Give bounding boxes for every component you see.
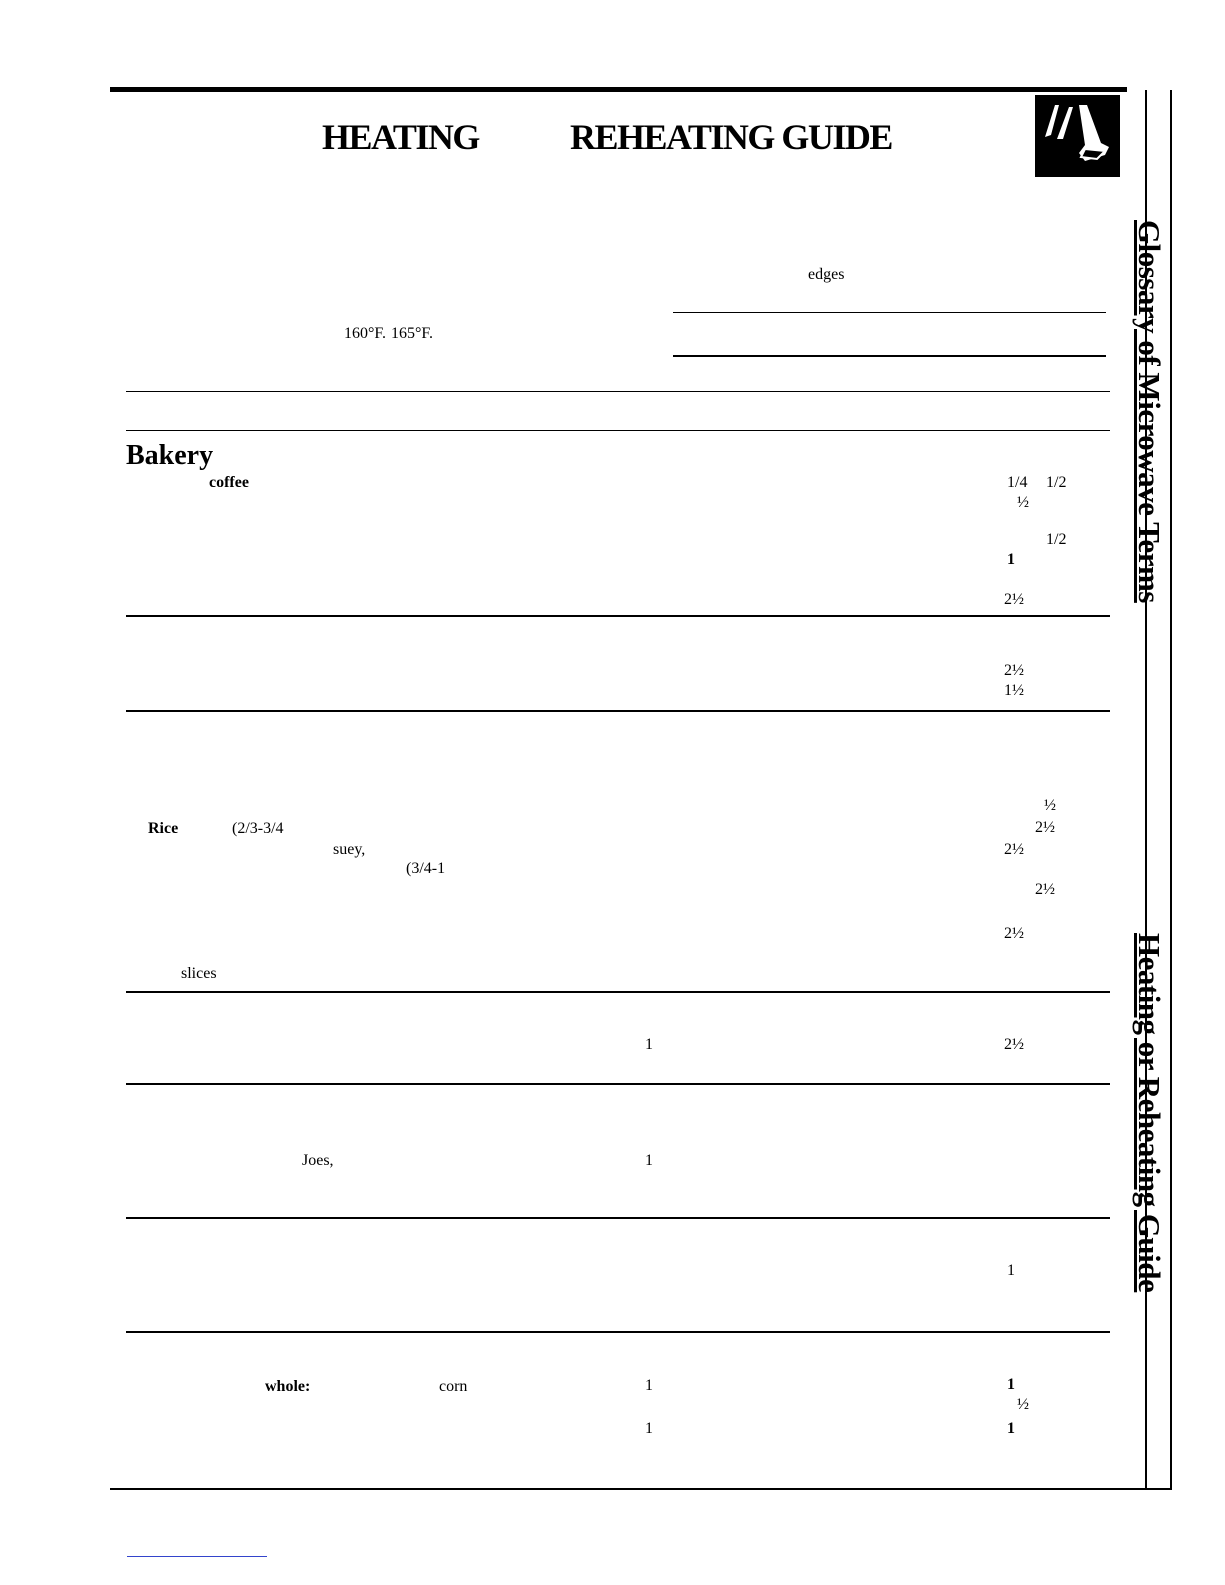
s7-half: ½: [1017, 1396, 1029, 1413]
section-rule-4: [126, 1083, 1110, 1085]
s3-slices: slices: [181, 965, 217, 982]
section-rule-6: [126, 1331, 1110, 1333]
intro-edges: edges: [808, 266, 845, 283]
intro-rule-1: [673, 312, 1106, 313]
section-rule-2: [126, 710, 1110, 712]
top-rule: [110, 87, 1127, 92]
s4-one: 1: [645, 1036, 653, 1053]
intro-temp-a: 160°F.: [344, 325, 387, 342]
s7-one-c: 1: [1007, 1376, 1015, 1393]
section-rule-5: [126, 1217, 1110, 1219]
table-header-rule-bottom: [126, 430, 1110, 431]
intro-rule-2: [673, 355, 1106, 357]
s7-whole: whole:: [265, 1378, 311, 1395]
bottom-rule: [110, 1488, 1172, 1490]
s3-two-half-d: 2½: [1004, 925, 1024, 942]
page-title-reheating-guide: REHEATING GUIDE: [570, 117, 892, 157]
side-tab-heating-guide[interactable]: Heating or Reheating Guide: [1132, 933, 1167, 1293]
s5-one: 1: [645, 1152, 653, 1169]
section-title-bakery: Bakery: [126, 440, 214, 471]
page-title-heating: HEATING: [322, 117, 479, 157]
section-rule-3: [126, 991, 1110, 993]
s3-two-half-a: 2½: [1035, 819, 1055, 836]
s2-one-half: 1½: [1004, 682, 1024, 699]
hand-touch-icon: [1035, 95, 1120, 177]
table-header-rule-top: [126, 391, 1110, 392]
s7-one-a: 1: [645, 1377, 653, 1394]
s3-rice: Rice: [148, 820, 179, 837]
intro-temp-b: 165°F.: [391, 325, 434, 342]
s7-one-d: 1: [1007, 1420, 1015, 1437]
s3-two-half-b: 2½: [1004, 841, 1024, 858]
footer-link-underline[interactable]: [127, 1556, 267, 1557]
bakery-amount-1a: 1/4: [1007, 474, 1028, 491]
s7-corn: corn: [439, 1378, 468, 1395]
s3-half: ½: [1044, 797, 1056, 814]
s3-suey: suey,: [333, 841, 366, 858]
s3-two-half-c: 2½: [1035, 881, 1055, 898]
bakery-two-half: 2½: [1004, 591, 1024, 608]
s5-joes: Joes,: [302, 1152, 334, 1169]
bakery-amount-1b: 1/2: [1046, 474, 1067, 491]
side-tab-border-right: [1170, 90, 1172, 1490]
s2-two-half: 2½: [1004, 662, 1024, 679]
bakery-half: ½: [1017, 494, 1029, 511]
s6-one: 1: [1007, 1262, 1015, 1279]
bakery-coffee: coffee: [209, 474, 249, 491]
s7-one-b: 1: [645, 1420, 653, 1437]
section-rule-1: [126, 615, 1110, 617]
bakery-one: 1: [1007, 551, 1015, 568]
s3-amount: (3/4-1: [406, 860, 446, 877]
bakery-amount-2: 1/2: [1046, 531, 1067, 548]
side-tab-glossary[interactable]: Glossary of Microwave Terms: [1132, 220, 1167, 603]
s4-two-half: 2½: [1004, 1036, 1024, 1053]
s3-rice-amount: (2/3-3/4: [232, 820, 284, 837]
